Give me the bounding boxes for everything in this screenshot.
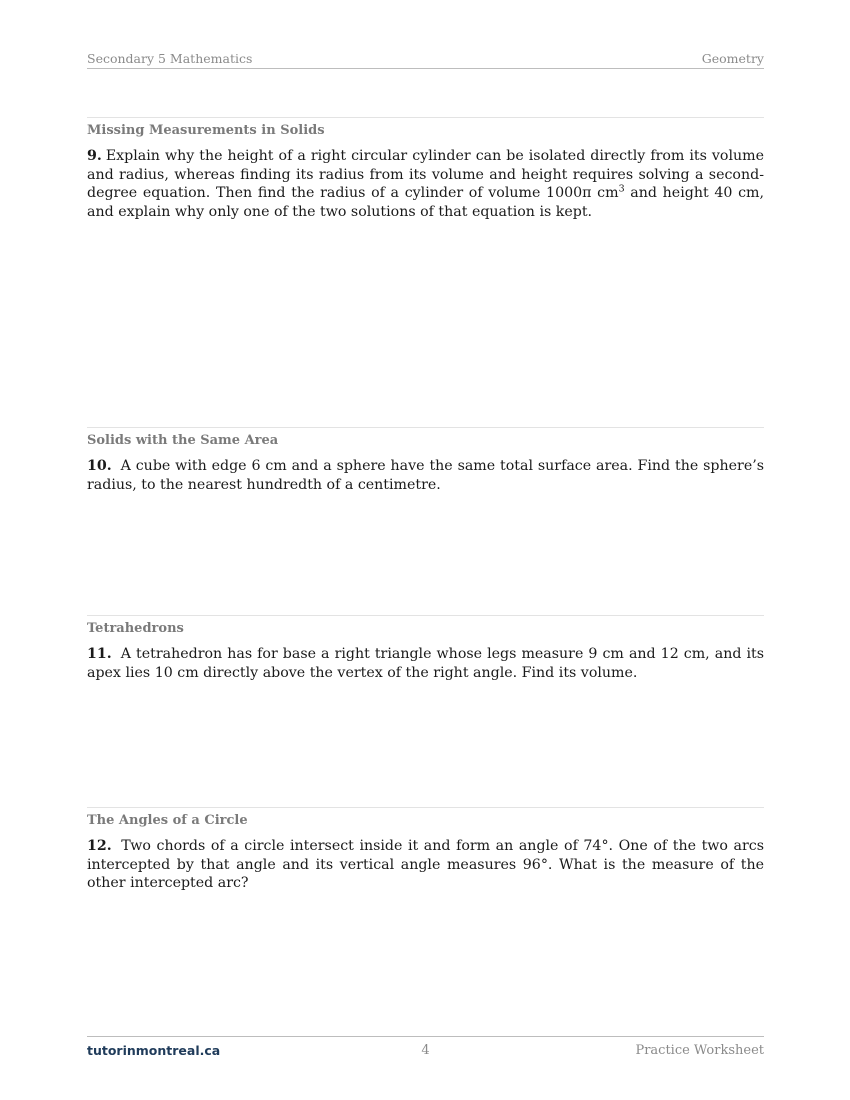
- section-title: Tetrahedrons: [87, 621, 184, 636]
- question-number: 11.: [87, 646, 112, 662]
- question-text-continued: and height 40 cm, and explain why only one of the two solutions of that equation is kept.: [87, 185, 764, 220]
- section-tetrahedrons: [87, 615, 764, 682]
- footer-label: Practice Worksheet: [635, 1043, 764, 1058]
- page-footer: [87, 1036, 764, 1061]
- section-title: Missing Measurements in Solids: [87, 123, 325, 138]
- question-11: [87, 645, 764, 682]
- page-header: [87, 50, 764, 69]
- section-title: Solids with the Same Area: [87, 433, 279, 448]
- section-angles-of-circle: [87, 807, 764, 893]
- question-10: [87, 457, 764, 494]
- section-same-area: [87, 427, 764, 494]
- question-text: Two chords of a circle intersect inside it and form an angle of 74°. One of the two arcs intercepted by that angle and its vertical angle measures 96°. What is the measure of the other intercepted arc?: [87, 838, 765, 891]
- question-text: A cube with edge 6 cm and a sphere have the same total surface area. Find the sphere’s radius, to the nearest hundredth of a centimetre.: [87, 458, 765, 493]
- question-text: A tetrahedron has for base a right triangle whose legs measure 9 cm and 12 cm, and its apex lies 10 cm directly above the vertex of the right angle. Find its volume.: [87, 646, 764, 681]
- header-subject: Geometry: [701, 51, 764, 66]
- question-12: [87, 837, 764, 893]
- section-missing-measurements: [87, 117, 764, 221]
- header-course: Secondary 5 Mathematics: [87, 51, 253, 66]
- question-9: [87, 147, 764, 221]
- question-number: 10.: [87, 458, 112, 474]
- page-number: 4: [421, 1043, 430, 1058]
- question-number: 12.: [87, 838, 112, 854]
- question-number: 9.: [87, 148, 102, 164]
- question-text: Explain why the height of a right circular cylinder can be isolated directly from its volume and radius, whereas finding its radius from its volume and height requires solving a second-degree equation. Then find the radius of a cylinder of volume 1000π cm: [87, 148, 764, 201]
- section-title: The Angles of a Circle: [87, 813, 248, 828]
- footer-site-link[interactable]: tutorinmontreal.ca: [87, 1043, 221, 1058]
- superscript-exponent: 3: [618, 183, 625, 195]
